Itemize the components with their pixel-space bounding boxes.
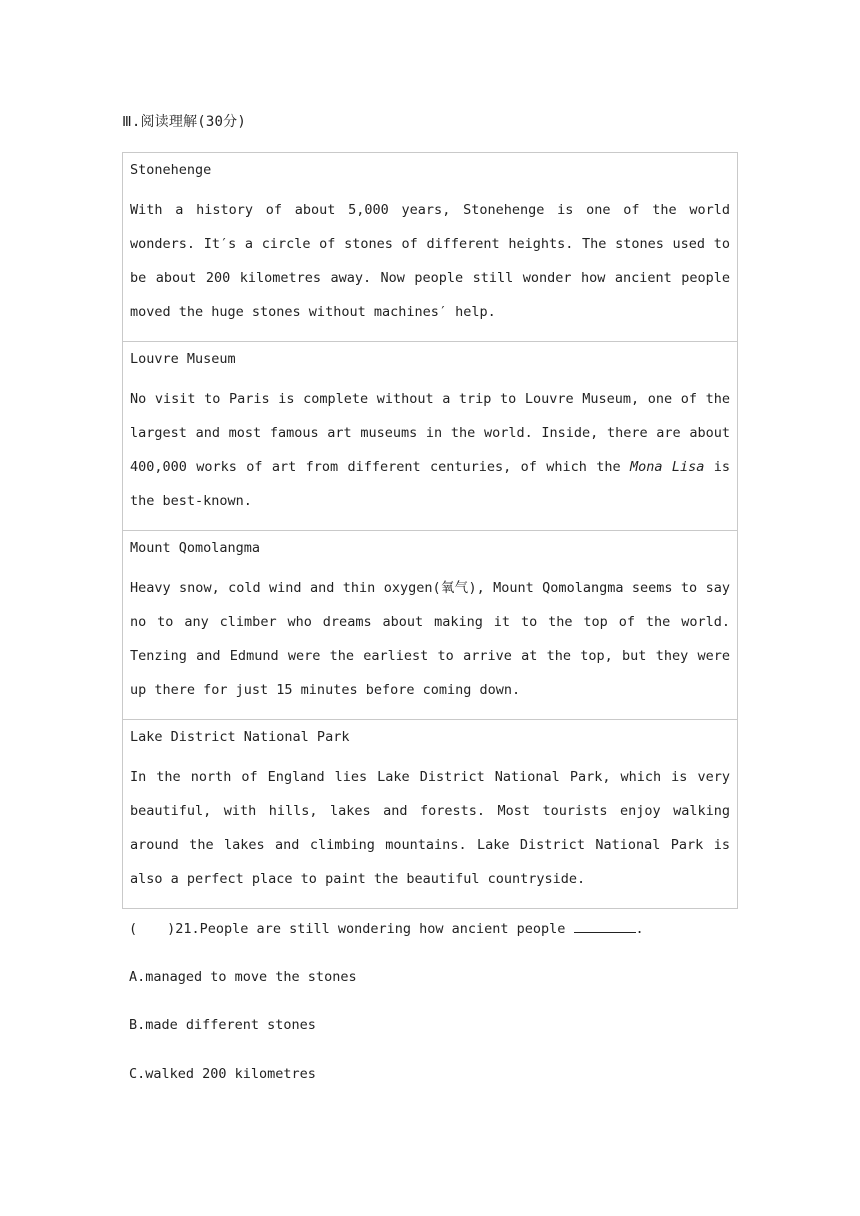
passage-cell-stonehenge [123, 153, 738, 342]
passage-body-text: No visit to Paris is complete without a trip to Louvre Museum, one of the largest and most famous art museums in the world. Inside, there are about 400,000 works of art from different centuries, of which the [130, 391, 730, 475]
option-a[interactable]: A.managed to move the stones [129, 969, 357, 985]
passage-body: Heavy snow, cold wind and thin oxygen(氧气), Mount Qomolangma seems to say no to any climber who dreams about making it to the top of the world. Tenzing and Edmund were the earliest to arrive at the top, but they were up there for just 15 minutes before coming down. [130, 580, 730, 698]
passage-body: With a history of about 5,000 years, Stonehenge is one of the world wonders. It′s a circle of stones of different heights. The stones used to be about 200 kilometres away. Now people still wonder how ancient people moved the huge stones without machines′ help. [130, 202, 730, 320]
passage-row [123, 342, 738, 531]
passages-table [122, 152, 738, 909]
passage-cell-qomolangma [123, 531, 738, 720]
question-end: . [635, 921, 644, 937]
passage-heading: Lake District National Park [130, 729, 350, 745]
passage-body: In the north of England lies Lake District National Park, which is very beautiful, with hills, lakes and forests. Most tourists enjoy walking around the lakes and climbing mountains. Lake District National Park is also a perfect place to paint the beautiful countryside. [130, 769, 730, 887]
option-c[interactable]: C.walked 200 kilometres [129, 1066, 316, 1082]
answer-paren-open: ( [129, 921, 138, 937]
fill-in-blank [574, 920, 636, 933]
passage-heading: Louvre Museum [130, 351, 236, 367]
passage-heading: Stonehenge [130, 162, 212, 178]
passage-row [123, 720, 738, 909]
passage-cell-louvre [123, 342, 738, 531]
passage-body-text: is the best-known. [130, 459, 730, 509]
answer-paren-close: ) [167, 921, 176, 937]
question-stem: 21.People are still wondering how ancient people [175, 921, 574, 937]
artwork-title: Mona Lisa [629, 459, 705, 475]
question-21 [129, 920, 644, 938]
passage-body [130, 382, 730, 518]
passage-heading: Mount Qomolangma [130, 540, 261, 556]
passage-row [123, 531, 738, 720]
passage-row [123, 153, 738, 342]
passage-cell-lake-district [123, 720, 738, 909]
section-title: Ⅲ.阅读理解(30分) [122, 114, 246, 130]
option-b[interactable]: B.made different stones [129, 1017, 316, 1033]
